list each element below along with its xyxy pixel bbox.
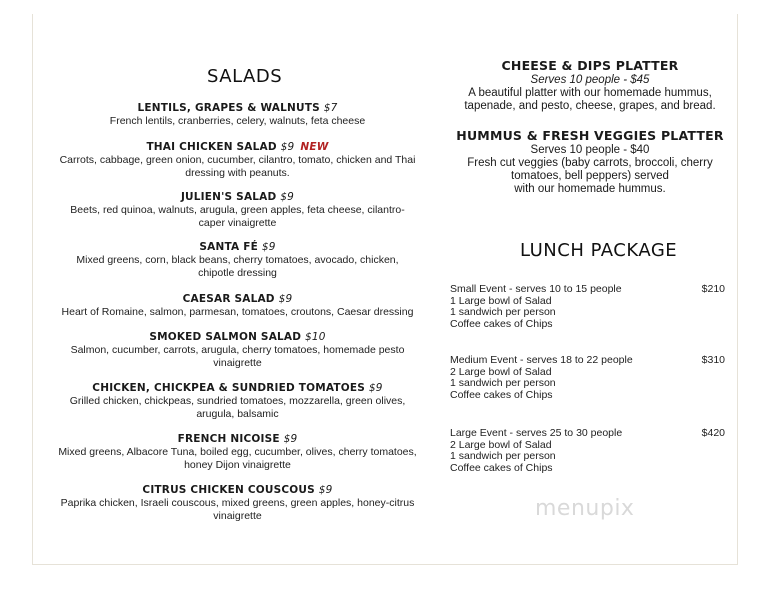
salad-price: $9 bbox=[318, 484, 333, 496]
salad-item bbox=[40, 381, 435, 420]
platter-desc: tomatoes, bell peppers) served bbox=[511, 170, 669, 182]
event-title: Large Event - serves 25 to 30 people bbox=[450, 427, 623, 439]
event-item bbox=[450, 284, 735, 330]
platter-name: CHEESE & DIPS PLATTER bbox=[501, 58, 679, 73]
platter-desc: tapenade, and pesto, cheese, grapes, and bread. bbox=[464, 100, 716, 112]
salad-desc: Mixed greens, Albacore Tuna, boiled egg, cucumber, olives, cherry tomatoes, bbox=[58, 446, 417, 458]
event-line: 2 Large bowl of Salad bbox=[450, 365, 552, 378]
salad-name: JULIEN'S SALAD bbox=[180, 191, 277, 203]
event-line: 1 sandwich per person bbox=[450, 450, 556, 462]
salad-name: CHICKEN, CHICKPEA & SUNDRIED TOMATOES bbox=[92, 382, 366, 394]
event-item bbox=[450, 428, 735, 474]
event-price: $420 bbox=[701, 427, 725, 439]
salad-name: SMOKED SALMON SALAD bbox=[149, 331, 302, 343]
salad-desc: vinaigrette bbox=[213, 356, 262, 369]
salad-item bbox=[40, 483, 435, 522]
salad-desc: dressing with peanuts. bbox=[185, 166, 290, 179]
salad-item bbox=[40, 101, 435, 128]
salad-item bbox=[40, 240, 435, 279]
platter-item bbox=[440, 58, 740, 113]
event-line: Coffee cakes of Chips bbox=[450, 388, 553, 401]
salad-price: $9 bbox=[283, 433, 298, 445]
event-line: 1 sandwich per person bbox=[450, 306, 556, 318]
platter-serves: Serves 10 people - $40 bbox=[530, 144, 650, 156]
salad-price: $9 bbox=[278, 293, 293, 305]
platter-name: HUMMUS & FRESH VEGGIES PLATTER bbox=[456, 128, 724, 143]
salad-price: $9 bbox=[368, 382, 383, 394]
salad-desc: Mixed greens, corn, black beans, cherry tomatoes, avocado, chicken, bbox=[76, 254, 399, 266]
salad-desc: Paprika chicken, Israeli couscous, mixed greens, green apples, honey-citrus bbox=[60, 497, 415, 509]
salad-item bbox=[40, 330, 435, 369]
event-title: Small Event - serves 10 to 15 people bbox=[450, 283, 622, 295]
salad-item bbox=[40, 292, 435, 319]
salad-item bbox=[40, 140, 435, 179]
salad-name: FRENCH NICOISE bbox=[177, 433, 280, 445]
salad-desc: Salmon, cucumber, carrots, arugula, cherry tomatoes, homemade pesto bbox=[70, 344, 405, 356]
salad-name: LENTILS, GRAPES & WALNUTS bbox=[137, 102, 320, 114]
event-item bbox=[450, 355, 735, 401]
salad-name: SANTA FÉ bbox=[199, 241, 258, 253]
salad-desc: caper vinaigrette bbox=[198, 216, 277, 229]
event-price: $210 bbox=[701, 283, 725, 295]
salad-price: $9 bbox=[280, 191, 295, 203]
salad-desc: Grilled chicken, chickpeas, sundried tomatoes, mozzarella, green olives, bbox=[69, 395, 406, 407]
platter-item bbox=[440, 128, 740, 196]
platter-desc: A beautiful platter with our homemade hummus, bbox=[468, 87, 712, 99]
new-badge: NEW bbox=[300, 141, 329, 153]
event-line: 1 Large bowl of Salad bbox=[450, 294, 552, 307]
event-price: $310 bbox=[701, 354, 725, 366]
event-title: Medium Event - serves 18 to 22 people bbox=[450, 354, 633, 366]
salad-name: THAI CHICKEN SALAD bbox=[146, 141, 277, 153]
salad-item bbox=[40, 190, 435, 229]
salad-desc: Beets, red quinoa, walnuts, arugula, green apples, feta cheese, cilantro- bbox=[70, 204, 405, 216]
salads-title: SALADS bbox=[207, 66, 283, 87]
salad-name: CITRUS CHICKEN COUSCOUS bbox=[142, 484, 315, 496]
salad-desc: chipotle dressing bbox=[198, 266, 277, 279]
salad-desc: Heart of Romaine, salmon, parmesan, tomatoes, croutons, Caesar dressing bbox=[61, 306, 414, 318]
salad-desc: honey Dijon vinaigrette bbox=[184, 458, 291, 471]
salad-price: $7 bbox=[323, 102, 338, 114]
salad-item bbox=[40, 432, 435, 471]
platter-serves: Serves 10 people - $45 bbox=[530, 74, 650, 86]
event-line: 2 Large bowl of Salad bbox=[450, 438, 552, 451]
platter-desc: Fresh cut veggies (baby carrots, broccoli, cherry bbox=[467, 157, 713, 169]
menupix-watermark: menupix bbox=[535, 496, 635, 521]
event-line: Coffee cakes of Chips bbox=[450, 461, 553, 474]
salad-name: CAESAR SALAD bbox=[182, 293, 275, 305]
salad-desc: arugula, balsamic bbox=[196, 407, 279, 420]
salad-desc: Carrots, cabbage, green onion, cucumber, cilantro, tomato, chicken and Thai bbox=[59, 154, 416, 166]
event-line: Coffee cakes of Chips bbox=[450, 317, 553, 330]
platter-desc: with our homemade hummus. bbox=[514, 183, 666, 195]
salad-price: $9 bbox=[280, 141, 295, 153]
event-line: 1 sandwich per person bbox=[450, 377, 556, 389]
salad-price: $10 bbox=[305, 331, 326, 343]
salad-desc: vinaigrette bbox=[213, 509, 262, 522]
salad-price: $9 bbox=[261, 241, 276, 253]
lunch-title: LUNCH PACKAGE bbox=[520, 240, 678, 261]
salad-desc: French lentils, cranberries, celery, walnuts, feta cheese bbox=[109, 115, 366, 127]
